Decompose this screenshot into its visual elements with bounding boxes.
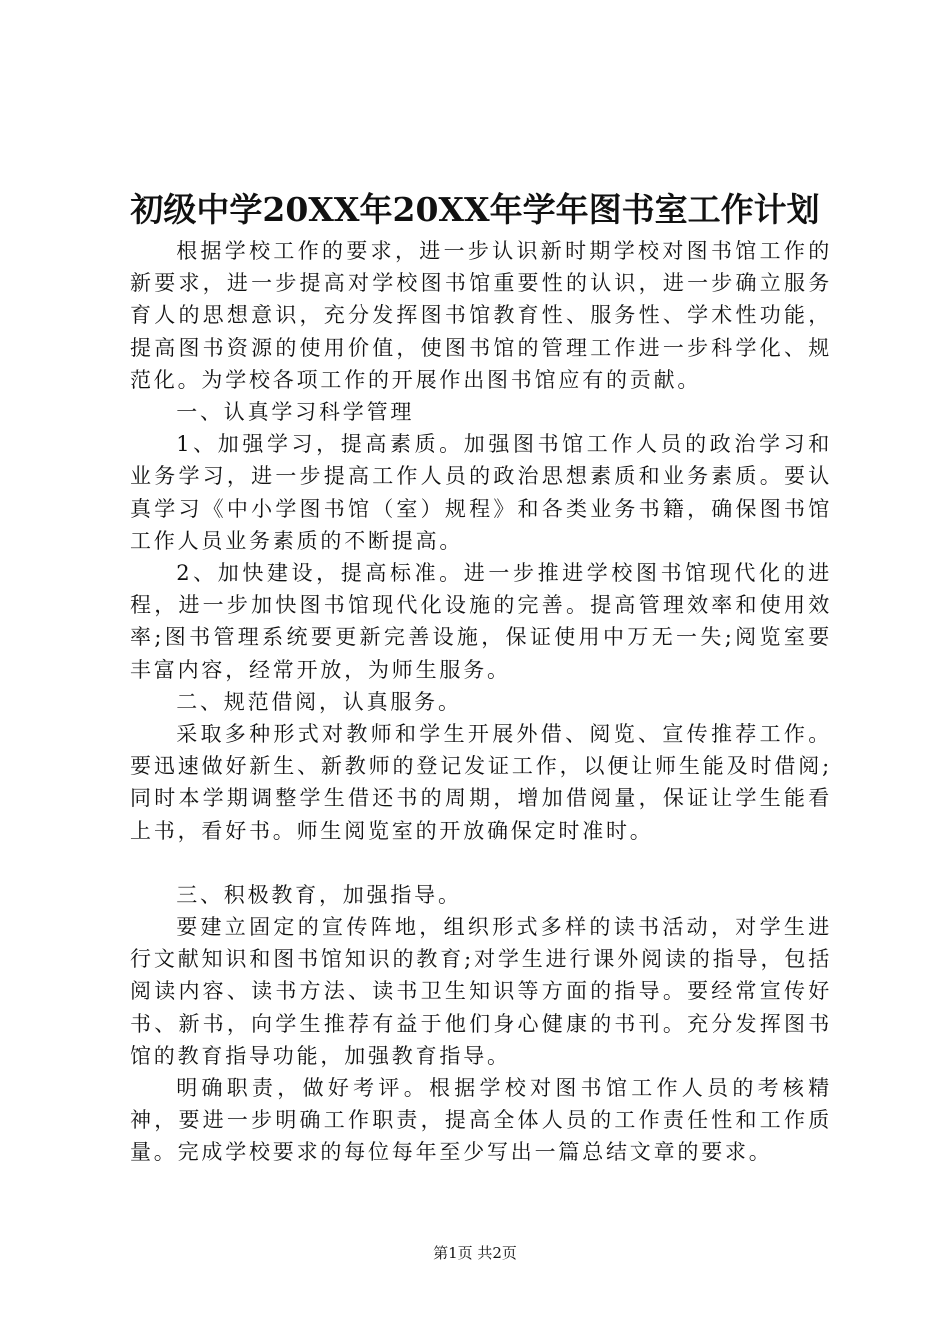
- paragraph-3-2: 明确职责，做好考评。根据学校对图书馆工作人员的考核精神，要进一步明确工作职责，提高全体人员的工作责任性和工作质量。完成学校要求的每位每年至少写出一篇总结文章的要求。: [130, 1076, 832, 1165]
- paragraph-gap: [130, 847, 832, 879]
- section-heading-2: 二、规范借阅，认真服务。: [176, 689, 462, 714]
- document-body: [130, 235, 832, 1169]
- section-heading-1: 一、认真学习科学管理: [176, 400, 415, 425]
- paragraph-3-1: 要建立固定的宣传阵地，组织形式多样的读书活动，对学生进行文献知识和图书馆知识的教育;对学生进行课外阅读的指导，包括阅读内容、读书方法、读书卫生知识等方面的指导。要经常宣传好书、新书，向学生推荐有益于他们身心健康的书刊。充分发挥图书馆的教育指导功能，加强教育指导。: [130, 915, 832, 1068]
- section-heading-3: 三、积极教育，加强指导。: [176, 882, 462, 907]
- document-title: 初级中学20XX年20XX年学年图书室工作计划: [130, 190, 820, 229]
- paragraph-1-2: 2、加快建设，提高标准。进一步推进学校图书馆现代化的进程，进一步加快图书馆现代化设施的完善。提高管理效率和使用效率;图书管理系统要更新完善设施，保证使用中万无一失;阅览室要丰富内容，经常开放，为师生服务。: [130, 561, 832, 682]
- intro-paragraph: 根据学校工作的要求，进一步认识新时期学校对图书馆工作的新要求，进一步提高对学校图书馆重要性的认识，进一步确立服务育人的思想意识，充分发挥图书馆教育性、服务性、学术性功能，提高图书资源的使用价值，使图书馆的管理工作进一步科学化、规范化。为学校各项工作的开展作出图书馆应有的贡献。: [130, 239, 832, 392]
- paragraph-1-1: 1、加强学习，提高素质。加强图书馆工作人员的政治学习和业务学习，进一步提高工作人员的政治思想素质和业务素质。要认真学习《中小学图书馆（室）规程》和各类业务书籍，确保图书馆工作人员业务素质的不断提高。: [130, 432, 832, 553]
- page-footer: 第1页 共2页: [433, 1244, 517, 1262]
- paragraph-2: 采取多种形式对教师和学生开展外借、阅览、宣传推荐工作。要迅速做好新生、新教师的登记发证工作，以便让师生能及时借阅;同时本学期调整学生借还书的周期，增加借阅量，保证让学生能看上书，看好书。师生阅览室的开放确保定时准时。: [130, 722, 832, 843]
